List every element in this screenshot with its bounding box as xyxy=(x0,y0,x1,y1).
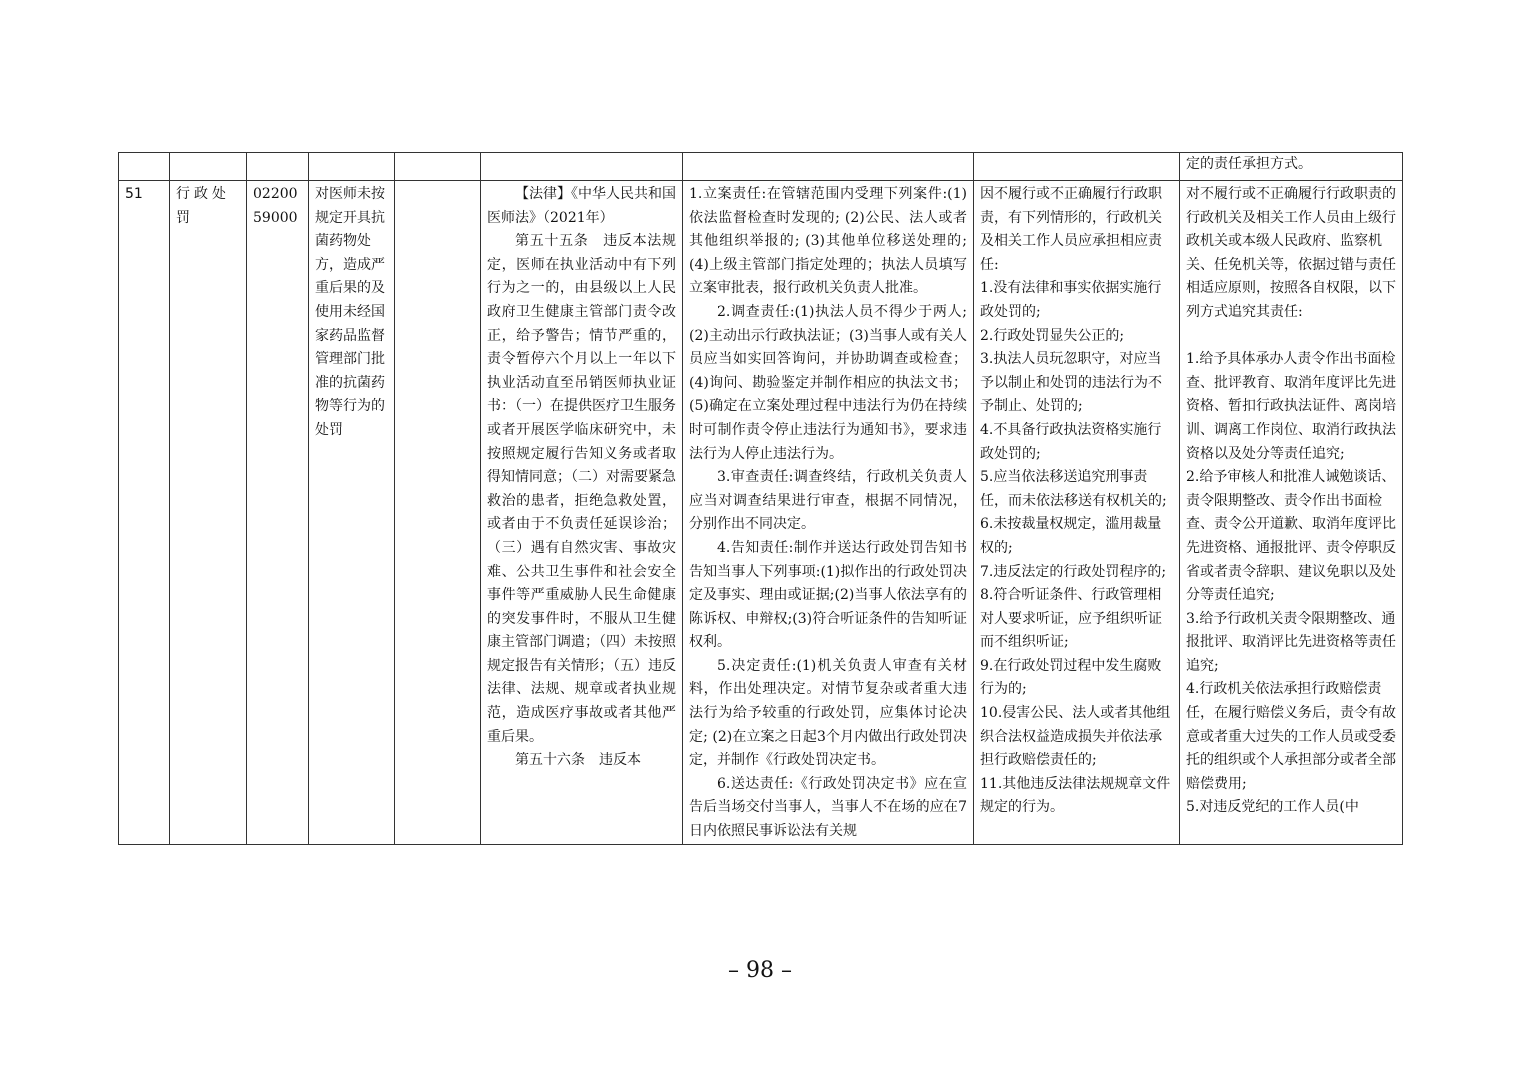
account-item-10: 10.侵害公民、法人或者其他组织合法权益造成损失并依法承担行政赔偿责任的; xyxy=(980,705,1171,769)
account-item-2: 2.行政处罚显失公正的; xyxy=(980,327,1125,344)
row-sub-item xyxy=(395,181,481,845)
resp-item-1: 1.立案责任:在管辖范围内受理下列案件:(1)依法监督检查时发现的; (2)公民、法人或者其他组织举报的; (3)其他单位移送处理的; (4)上级主管部门指定处理的；执法人员填写立案审批表，报行政机关负责人批准。 xyxy=(689,186,967,297)
cell-category-prev xyxy=(170,153,247,181)
responsibility-table xyxy=(118,152,1403,845)
resp-item-3: 3.审查责任:调查终结，行政机关负责人应当对调查结果进行审查，根据不同情况，分别作出不同决定。 xyxy=(689,469,967,533)
law-article-55: 第五十五条 违反本法规定，医师在执业活动中有下列行为之一的，由县级以上人民政府卫生健康主管部门责令改正，给予警告；情节严重的，责令暂停六个月以上一年以下执业活动直至吊销医师执业证书：（一）在提供医疗卫生服务或者开展医学临床研究中，未按照规定履行告知义务或者取得知情同意；（二）对需要紧急救治的患者，拒绝急救处置，或者由于不负责任延误诊治；（三）遇有自然灾害、事故灾难、公共卫生事件和社会安全事件等严重威胁人民生命健康的突发事件时，不服从卫生健康主管部门调遣；（四）未按照规定报告有关情形；（五）违反法律、法规、规章或者执业规范，造成医疗事故或者其他严重后果。 xyxy=(487,233,676,745)
cell-modes-prev: 定的责任承担方式。 xyxy=(1180,153,1403,181)
row-seq: 51 xyxy=(119,181,170,845)
account-item-7: 7.违反法定的行政处罚程序的; xyxy=(980,563,1167,580)
account-item-11: 11.其他违反法律法规规章文件规定的行为。 xyxy=(980,775,1171,816)
modes-item-1: 1.给予具体承办人责令作出书面检查、批评教育、取消年度评比先进资格、暂扣行政执法证件、离岗培训、调离工作岗位、取消行政执法资格以及处分等责任追究; xyxy=(1186,351,1396,462)
row-responsibilities xyxy=(683,181,974,845)
modes-item-2: 2.给予审核人和批准人诫勉谈话、责令限期整改、责令作出书面检查、责令公开道歉、取消年度评比先进资格、通报批评、责令停职反省或者责令辞职、建议免职以及处分等责任追究; xyxy=(1186,469,1396,604)
cell-resp-prev xyxy=(683,153,974,181)
modes-intro: 对不履行或不正确履行行政职责的行政机关及相关工作人员由上级行政机关或本级人民政府、监察机关、任免机关等，依据过错与责任相适应原则，按照各自权限，以下列方式追究其责任: xyxy=(1186,186,1396,320)
account-item-5: 5.应当依法移送追究刑事责任，而未依法移送有权机关的; xyxy=(980,469,1167,509)
cell-seq-prev xyxy=(119,153,170,181)
account-item-9: 9.在行政处罚过程中发生腐败行为的; xyxy=(980,657,1162,698)
account-item-3: 3.执法人员玩忽职守，对应当予以制止和处罚的违法行为不予制止、处罚的; xyxy=(980,351,1162,415)
continued-row xyxy=(119,153,1403,181)
row-liability-modes xyxy=(1180,181,1403,845)
cell-item-prev xyxy=(309,153,395,181)
cell-code-prev xyxy=(247,153,309,181)
modes-item-3: 3.给予行政机关责令限期整改、通报批评、取消评比先进资格等责任追究; xyxy=(1186,610,1396,674)
modes-item-5: 5.对违反党纪的工作人员(中 xyxy=(1186,799,1359,816)
law-title: 【法律】《中华人民共和国医师法》（2021年） xyxy=(487,186,676,226)
resp-item-6: 6.送达责任:《行政处罚决定书》应在宣告后当场交付当事人，当事人不在场的应在7日内依照民事诉讼法有关规 xyxy=(689,775,967,840)
cell-basis-prev xyxy=(481,153,683,181)
account-item-1: 1.没有法律和事实依据实施行政处罚的; xyxy=(980,280,1162,320)
cell-subitem-prev xyxy=(395,153,481,181)
row-accountability xyxy=(974,181,1180,845)
modes-blank-line xyxy=(1186,325,1396,349)
row-item-name: 对医师未按规定开具抗菌药物处方，造成严重后果的及使用未经国家药品监督管理部门批准的抗菌药物等行为的处罚 xyxy=(309,181,395,845)
page-number: – 98 – xyxy=(728,958,792,983)
row-category: 行政处罚 xyxy=(170,181,247,845)
table-row xyxy=(119,181,1403,845)
account-item-4: 4.不具备行政执法资格实施行政处罚的; xyxy=(980,421,1162,462)
resp-item-4: 4.告知责任:制作并送达行政处罚告知书告知当事人下列事项:(1)拟作出的行政处罚决定及事实、理由或证据;(2)当事人依法享有的陈诉权、申辩权;(3)符合听证条件的告知听证权利。 xyxy=(689,539,967,651)
modes-item-4: 4.行政机关依法承担行政赔偿责任，在履行赔偿义务后，责令有故意或者重大过失的工作人员或受委托的组织或个人承担部分或者全部赔偿费用; xyxy=(1186,681,1396,792)
law-article-56: 第五十六条 违反本 xyxy=(515,752,641,769)
resp-item-5: 5.决定责任:(1)机关负责人审查有关材料，作出处理决定。对情节复杂或者重大违法行为给予较重的行政处罚，应集体讨论决定; (2)在立案之日起3个月内做出行政处罚决定，并制作《行政处罚决定书。 xyxy=(689,657,967,769)
cell-account-prev xyxy=(974,153,1180,181)
row-code: 0220059000 xyxy=(247,181,309,845)
row-law-basis xyxy=(481,181,683,845)
account-item-6: 6.未按裁量权规定，滥用裁量权的; xyxy=(980,516,1162,556)
resp-item-2: 2.调查责任:(1)执法人员不得少于两人;(2)主动出示行政执法证；(3)当事人或有关人员应当如实回答询问，并协助调查或检查；(4)询问、勘验鉴定并制作相应的执法文书；(5)确定在立案处理过程中违法行为仍在持续时可制作责令停止违法行为通知书》，要求违法行为人停止违法行为。 xyxy=(689,303,967,462)
account-item-8: 8.符合听证条件、行政管理相对人要求听证，应予组织听证而不组织听证; xyxy=(980,587,1162,651)
account-intro: 因不履行或不正确履行行政职责，有下列情形的，行政机关及相关工作人员应承担相应责任: xyxy=(980,186,1162,273)
